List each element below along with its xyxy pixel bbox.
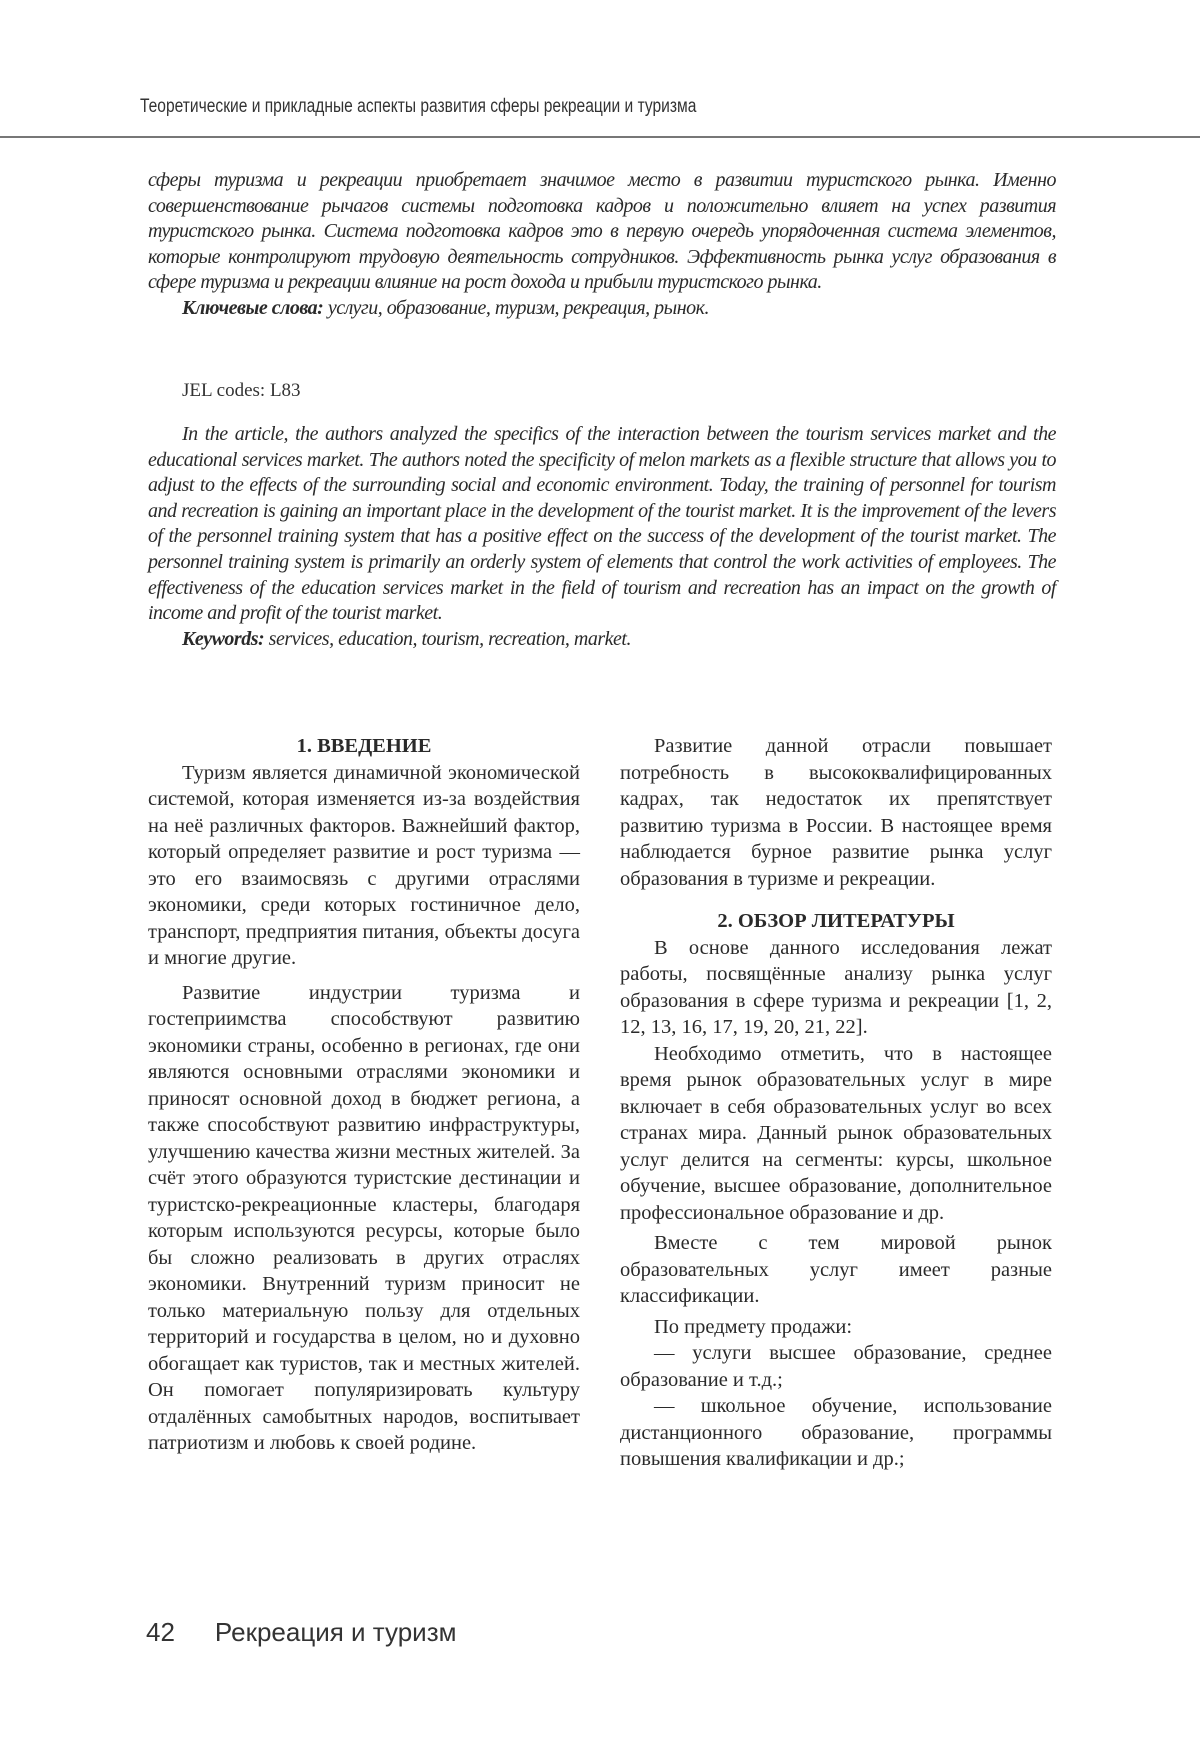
abstract-en: [148, 422, 1056, 652]
keywords-en: [148, 627, 1056, 653]
paragraph: Вместе с тем мировой рынок образовательных услуг имеет разные классификации.: [620, 1232, 1052, 1307]
right-column: [620, 733, 1052, 1473]
abstract-en-text: In the article, the authors analyzed the specifics of the interaction between the tourism services market and the educational services market. The authors noted the specificity of melon markets as a flexible structure that allows you to adjust to the effects of the surrounding social and economic environment. Today, the training of personnel for tourism and recreation is gaining an important place in the development of the tourist market. It is the improvement of the levers of the personnel training system that has a positive effect on the success of the development of the tourist market. The personnel training system is primarily an orderly system of elements that control the work activities of employees. The effectiveness of the education services market in the field of tourism and recreation has an impact on the growth of income and profit of the tourist market.: [148, 423, 1056, 625]
paragraph: В основе данного исследования лежат работы, посвящённые анализу рынка услуг образования в сфере туризма и рекреации [1, 2, 12, 13, 16, 17, 19, 20, 21, 22].: [620, 936, 1052, 1038]
keywords-ru-label: Ключевые слова:: [182, 296, 324, 319]
abstract-ru: [148, 168, 1056, 322]
keywords-en-list: services, education, tourism, recreation, market.: [264, 627, 631, 650]
jel-codes: JEL codes: L83: [182, 380, 301, 401]
section-heading-literature-review: 2. ОБЗОР ЛИТЕРАТУРЫ: [717, 910, 955, 932]
list-item: — школьное обучение, использование дистанционного образование, программы повышения квалификации и др.;: [620, 1395, 1052, 1470]
keywords-en-label: Keywords:: [182, 627, 265, 650]
paragraph: Необходимо отметить, что в настоящее время рынок образовательных услуг в мире включает в себя образовательных услуг во всех странах мира. Данный рынок образовательных услуг делится на сегменты: курсы, школьное обучение, высшее образование, дополнительное профессиональное образование и др.: [620, 1042, 1052, 1224]
left-column: [148, 733, 580, 1457]
header-rule: [0, 136, 1200, 138]
paragraph: Развитие индустрии туризма и гостеприимства способствуют развитию экономики страны, особенно в регионах, где они являются основными отраслями экономики и приносят основной доход в бюджет региона, а также способствуют развитию инфраструктуры, улучшению качества жизни местных жителей. За счёт этого образуются туристские дестинации и туристско-рекреационные кластеры, благодаря которым используются ресурсы, которые было бы сложно реализовать в других отраслях экономики. Внутренний туризм приносит не только материальную пользу для отдельных территорий и государства в целом, но и духовно обогащает как туристов, так и местных жителей. Он помогает популяризировать культуру отдалённых самобытных народов, воспитывает патриотизм и любовь к своей родине.: [148, 981, 580, 1454]
paragraph: По предмету продажи:: [654, 1315, 853, 1338]
section-heading-introduction: 1. ВВЕДЕНИЕ: [296, 735, 432, 757]
running-header: Теоретические и прикладные аспекты развития сферы рекреации и туризма: [140, 96, 697, 117]
journal-name: Рекреация и туризм: [214, 1617, 457, 1647]
paragraph: Развитие данной отрасли повышает потребность в высококвалифицированных кадрах, так недостаток их препятствует развитию туризма в России. В настоящее время наблюдается бурное развитие рынка услуг образования в туризме и рекреации.: [620, 735, 1052, 890]
keywords-ru: [148, 296, 1056, 322]
paragraph: Туризм является динамичной экономической системой, которая изменяется из-за воздействия на неё различных факторов. Важнейший фактор, который определяет развитие и рост туризма — это его взаимосвязь с другими отраслями экономики, среди которых гостиничное дело, транспорт, предприятия питания, объекты досуга и многие другие.: [148, 761, 580, 969]
list-item: — услуги высшее образование, среднее образование и т.д.;: [620, 1342, 1052, 1391]
keywords-ru-list: услуги, образование, туризм, рекреация, рынок.: [323, 296, 709, 319]
page-footer: [146, 1617, 457, 1648]
page-number: 42: [146, 1617, 175, 1647]
abstract-ru-text: сферы туризма и рекреации приобретает значимое место в развитии туристского рынка. Именно совершенствование рычагов системы подготовка кадров и положительно влияет на успех развития туристского рынка. Система подготовка кадров это в первую очередь упорядоченная система элементов, которые контролируют трудовую деятельность сотрудников. Эффективность рынка услуг образования в сфере туризма и рекреации влияние на рост дохода и прибыли туристского рынка.: [148, 169, 1056, 294]
